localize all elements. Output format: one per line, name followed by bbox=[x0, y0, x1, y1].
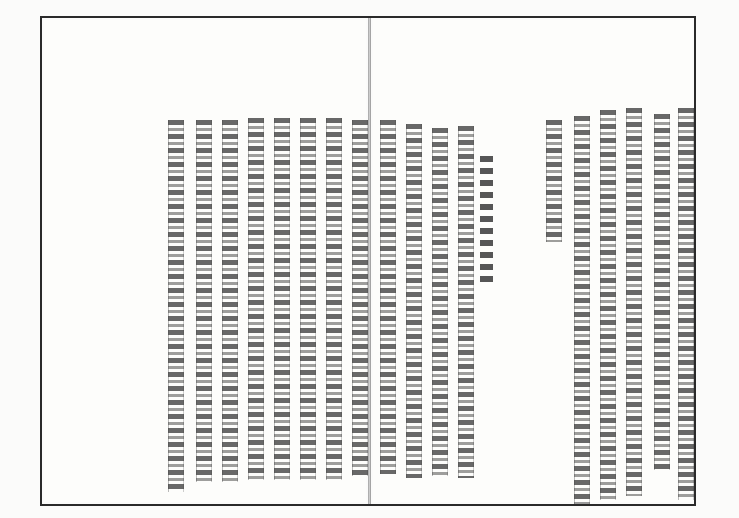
page-fold bbox=[368, 18, 371, 504]
handwritten-column bbox=[352, 120, 368, 476]
handwritten-column bbox=[300, 118, 316, 480]
handwritten-column bbox=[574, 116, 590, 504]
handwritten-column bbox=[678, 108, 694, 500]
handwritten-column bbox=[380, 120, 396, 474]
handwritten-column bbox=[600, 110, 616, 500]
page-border-left bbox=[40, 16, 42, 506]
date-heading bbox=[480, 156, 493, 282]
handwritten-column bbox=[274, 118, 290, 480]
handwritten-column bbox=[406, 124, 422, 478]
page-border-bottom bbox=[40, 504, 696, 506]
handwritten-column bbox=[546, 120, 562, 242]
handwritten-column bbox=[168, 120, 184, 492]
handwritten-column bbox=[654, 114, 670, 470]
page-border-right bbox=[694, 16, 696, 506]
handwritten-column bbox=[458, 126, 474, 478]
handwritten-column bbox=[196, 120, 212, 482]
handwritten-column bbox=[626, 108, 642, 496]
handwritten-column bbox=[248, 118, 264, 480]
handwritten-column bbox=[432, 128, 448, 476]
handwritten-column bbox=[326, 118, 342, 480]
handwritten-column bbox=[222, 120, 238, 482]
